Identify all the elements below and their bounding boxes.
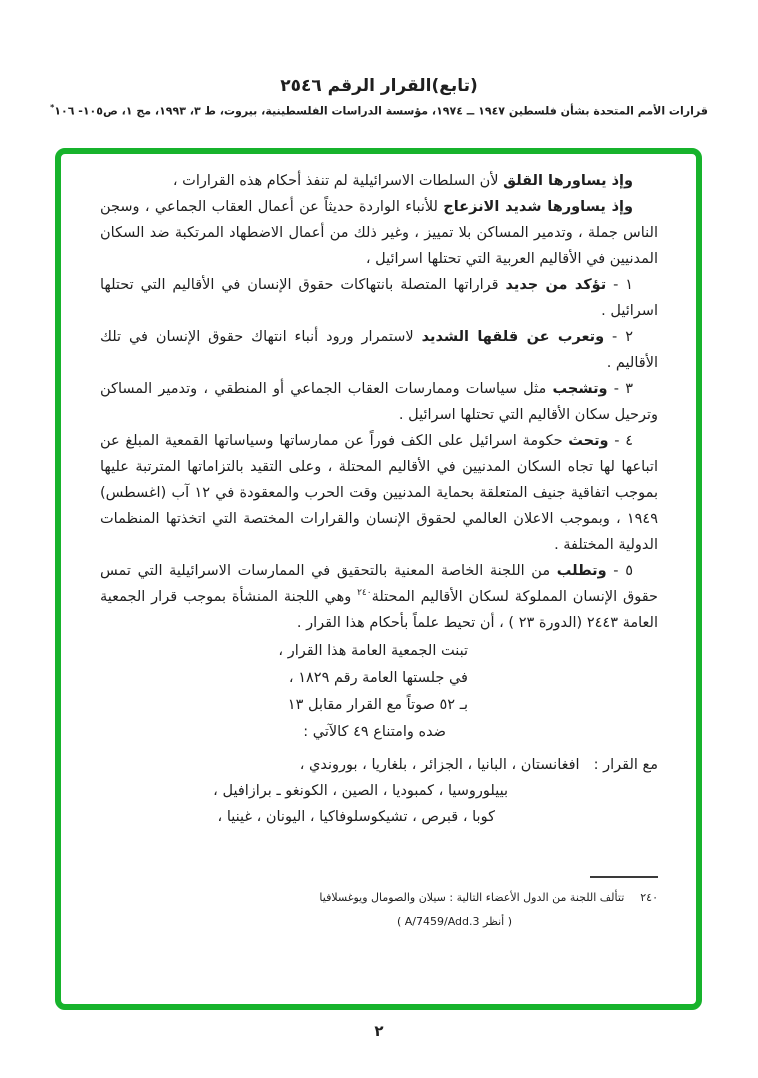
preamble-text: لأن السلطات الاسرائيلية لم تنفذ أحكام هذه القرارات ، [172,173,504,189]
article-text-continued: وهي اللجنة المنشأة بموجب قرار الجمعية العامة ٢٤٤٣ (الدورة ٢٣ ) ، أن تحيط علماً بأحكام هذا القرار . [100,589,658,631]
article-text: حكومة اسرائيل على الكف فوراً عن ممارساتها وسياساتها القمعية المبلغ عن اتباعها لها تجاه السكان المدنيين في الأقاليم المحتلة ، وعلى التقيد بالتزاماتها المترتبة عليها بموجب اتفاقية جنيف المتعلقة بحماية المدنيين وقت الحرب والمعقودة في ١٢ آب (اغسطس) ١٩٤٩ ، وبموجب الاعلان العالمي لحقوق الإنسان والقرارات المختصة التي اتخذتها المنظمات الدولية المختلفة . [100,433,659,553]
article-lead: وتطلب [556,563,607,579]
source-note-mark: * [50,103,55,112]
footnote-text-line [101,888,658,908]
footnote-reference-mark: ٢٤٠ [357,588,372,599]
vote-countries: افغانستان ، البانيا ، الجزائر ، بلغاريا ، بوروندي ، [299,757,580,773]
preamble-lead: وإذ يساورها القلق [503,173,633,189]
vote-countries: كوبا ، قبرص ، تشيكوسلوفاكيا ، اليونان ، غينيا ، [217,809,495,825]
adoption-line: في جلستها العامة رقم ١٨٢٩ ، [288,670,468,686]
article-text: لاستمرار ورود أنباء انتهاك حقوق الإنسان في تلك الأقاليم . [100,329,658,371]
article-paragraph-2 [100,324,658,376]
article-lead: تؤكد من جديد [505,277,607,293]
article-text: من اللجنة الخاصة المعنية بالتحقيق في الممارسات الاسرائيلية التي تمس حقوق الإنسان المملوكة لسكان الأقاليم المحتلة [100,563,658,605]
article-number: ٥ - [606,563,633,579]
footnote-block [101,876,658,932]
article-number: ٤ - [608,433,634,449]
preamble-text: للأنباء الواردة حديثاً عن أعمال العقاب الجماعي ، وسجن الناس جملة ، وتدمير المساكن بلا تمييز ، وغير ذلك من أعمال الاضطهاد المرتكبة ضد السكان المدنيين في الأقاليم العربية التي تحتلها اسرائيل ، [100,199,658,267]
page-title: (تابع)القرار الرقم ٢٥٤٦ [280,76,478,96]
footnote-text: تتألف اللجنة من الدول الأعضاء التالية : سيلان والصومال ويوغسلافيا [319,891,625,904]
article-lead: وتشجب [552,381,608,397]
vote-block [100,752,658,830]
footnote-document-reference: ( أنظر A/7459/Add.3 ) [396,915,512,928]
adoption-line: تبنت الجمعية العامة هذا القرار ، [278,643,468,659]
article-number: ٢ - [604,329,633,345]
adoption-line: ضده وامتناع ٤٩ كالآتي : [303,724,446,740]
source-citation-text: قرارات الأمم المتحدة بشأن فلسطين ١٩٤٧ ــ ١٩٧٤، مؤسسة الدراسات الفلسطينية، بيروت، ط ٣، ١٩٩٣، مج ١، ص١٠٥- ١٠٦ [54,104,708,118]
preamble-paragraph [100,168,658,194]
vote-countries: بييلوروسيا ، كمبوديا ، الصين ، الكونغو ـ برازافيل ، [213,783,508,799]
footnote-marker: ٢٤٠ [640,891,658,904]
source-citation [0,103,758,118]
preamble-paragraph [100,194,658,272]
vote-for-label: مع القرار : [593,757,658,773]
vote-for-line [100,752,658,778]
article-text: قراراتها المتصلة بانتهاكات حقوق الإنسان في الأقاليم التي تحتلها اسرائيل . [100,277,658,319]
article-paragraph-4 [100,428,658,558]
footnote-rule [590,876,658,878]
article-number: ٣ - [607,381,633,397]
resolution-body [61,154,696,1004]
adoption-line: بـ ٥٢ صوتاً مع القرار مقابل ١٣ [287,697,468,713]
green-frame [55,148,702,1010]
article-paragraph-5 [100,558,658,636]
article-lead: وتعرب عن قلقها الشديد [421,329,605,345]
article-text: مثل سياسات وممارسات العقاب الجماعي أو المنطقي ، وتدمير المساكن وترحيل سكان الأقاليم التي تحتلها اسرائيل . [100,381,658,423]
article-paragraph-1 [100,272,658,324]
article-lead: وتحث [568,433,609,449]
article-number: ١ - [606,277,633,293]
page-number: ٢ [374,1022,384,1040]
preamble-lead: وإذ يساورها شديد الانزعاج [443,199,633,215]
adoption-block [100,638,468,746]
article-paragraph-3 [100,376,658,428]
